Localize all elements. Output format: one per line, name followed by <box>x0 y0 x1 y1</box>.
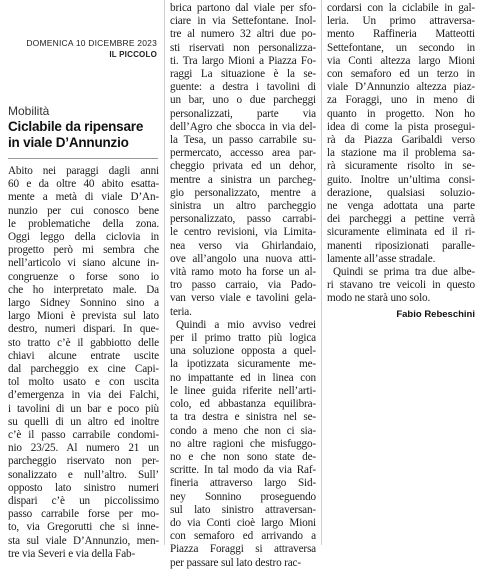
text-line: cheggio privata ed un dehor, <box>170 160 316 173</box>
text-line: via Conti altezza largo Mioni <box>327 54 475 67</box>
text-line: guito. Inoltre un’ultima consi- <box>327 173 475 186</box>
text-line: dal parcheggio ex cine Capi- <box>8 363 159 376</box>
text-line: tro passo carraio, via Pado- <box>170 279 316 292</box>
text-line: per il primo tratto più logica <box>170 332 316 345</box>
text-line: progetto però mi sembra che <box>8 244 159 257</box>
text-line: van verso viale e tavolini gela- <box>170 292 316 305</box>
text-line: dei parcheggi a pettine verrà <box>327 213 475 226</box>
text-line: le centro revisioni, via Limita- <box>170 226 316 239</box>
text-line: cordarsi con la ciclabile in gal- <box>327 2 475 14</box>
text-line: rà sicuramente risolto in se- <box>327 160 475 173</box>
text-line: i tavolini di un bar e poco più <box>8 402 159 415</box>
text-line: mentre a sinistra un parcheg- <box>170 173 316 186</box>
text-line: brica partono dal viale per sfo- <box>170 2 316 14</box>
text-line: mento Raffineria Matteotti <box>327 28 475 41</box>
article-column-3 <box>327 2 475 321</box>
author-signature: Fabio Rebeschini <box>396 308 475 320</box>
text-line: teria. <box>170 305 192 318</box>
text-line: Quindi se prima tra due albe- <box>333 266 475 279</box>
text-line: la Tesa, un passo carrabile su- <box>170 134 316 147</box>
column-divider <box>321 0 322 545</box>
text-line: per passare sul lato destro rac- <box>170 556 301 569</box>
text-line: Quindi a mio avviso vedrei <box>176 318 316 331</box>
text-line: nell’articolo vi siano alcune in- <box>8 257 159 270</box>
text-line: fineria attraverso largo Sid- <box>170 477 316 490</box>
text-line: sicuramente eliminata ed il ri- <box>327 226 475 239</box>
text-line: nio 23/25. Al numero 21 un <box>8 442 159 455</box>
text-line: Abito nei paraggi dagli anni <box>8 165 159 177</box>
headline-line: Ciclabile da ripensare <box>8 119 144 134</box>
text-line: c’è il passo carrabile condomi- <box>8 429 159 442</box>
text-line: to, via Gregorutti che si inne- <box>8 521 159 534</box>
article-headline <box>8 119 158 151</box>
text-line: parcheggio riservato non per- <box>8 455 159 468</box>
article-text-column-1 <box>8 165 159 561</box>
text-line: viale D’Annunzio altezza piaz- <box>327 81 475 94</box>
column-divider <box>164 0 165 545</box>
text-line: con semaforo ed un terzo in <box>327 68 475 81</box>
text-line: su quelli di un altro ed inoltre <box>8 415 159 428</box>
text-line: permercato, accesso area par- <box>170 147 316 160</box>
text-line: no e che non sono state de- <box>170 450 316 463</box>
text-line: le linee guida riferite nell’arti- <box>170 384 316 397</box>
text-line: Piazza Foraggi si attraversa <box>170 543 316 556</box>
text-line: un bar, uno o due parcheggi <box>170 94 316 107</box>
text-line: mente a metà di viale D’An- <box>8 191 159 204</box>
text-line: sto tratto c’è il gabbiotto delle <box>8 336 159 349</box>
text-line: congruenze o forse sono io <box>8 270 159 283</box>
text-line: rà da Piazza Garibaldi verso <box>327 134 475 147</box>
text-line: gio personalizzato, mentre a <box>170 186 316 199</box>
section-label: Mobilità <box>8 104 50 118</box>
text-line: personalizzati, parte via <box>170 107 316 120</box>
text-line: sonalizzato e null’altro. Sull’ <box>8 468 159 481</box>
newspaper-name: IL PICCOLO <box>109 50 157 59</box>
text-line: sta sul viale D’Annunzio, men- <box>8 534 159 547</box>
text-line: ney Sonnino proseguendo <box>170 490 316 503</box>
text-line: do via Conti cioè largo Mioni <box>170 516 316 529</box>
text-line: dispari c’è un piccolissimo <box>8 495 159 508</box>
text-line: vità ramo moto ha forse un al- <box>170 266 316 279</box>
text-line: la stazione ma il problema sa- <box>327 147 475 160</box>
text-line: sinistra un altro parcheggio <box>170 200 316 213</box>
text-line: personalizzato, passo carrabi- <box>170 213 316 226</box>
text-line: raggi La situazione è la se- <box>170 68 316 81</box>
text-line: sti riservati non personalizza- <box>170 41 316 54</box>
article-column-1 <box>6 0 159 560</box>
text-line: le problematiche della zona. <box>8 217 159 230</box>
headline-line: in viale D’Annunzio <box>8 135 129 150</box>
text-line: lamente all’asse stradale. <box>327 252 436 265</box>
text-line: manenti riposizionati paralle- <box>327 239 475 252</box>
headline-divider <box>8 158 158 159</box>
text-line: derazione, qualsiasi soluzio- <box>327 186 475 199</box>
text-line: no altre ragioni che misfuggo- <box>170 437 316 450</box>
article-text-column-3 <box>327 2 475 306</box>
text-line: ti. Tra largo Mioni a Piazza Fo- <box>170 54 316 67</box>
text-line: destro, numeri dispari. In que- <box>8 323 159 336</box>
text-line: Oggi leggo della ciclovia in <box>8 231 159 244</box>
text-line: la ipotizzata sicuramente me- <box>170 358 316 371</box>
text-line: nea verso via Ghirlandaio, <box>170 239 316 252</box>
text-line: Settefontane, un secondo in <box>327 41 475 54</box>
text-line: chiavi alcune entrate uscite <box>8 349 159 362</box>
text-line: colo, ed abbastanza equilibra- <box>170 398 316 411</box>
text-line: opposto lato sinistro numeri <box>8 481 159 494</box>
text-line: tol molto usato e con uscita <box>8 376 159 389</box>
text-line: ciare in via Settefontane. Inol- <box>170 15 316 28</box>
publication-info <box>12 38 157 60</box>
text-line: ove all’angolo una nuova atti- <box>170 252 316 265</box>
text-line: no impattante ed in linea con <box>170 371 316 384</box>
text-line: idea di come la pista prosegui- <box>327 120 475 133</box>
text-line: dell’Agro che sbocca in via del- <box>170 120 316 133</box>
text-line: largo Mioni è prevista sul lato <box>8 310 159 323</box>
text-line: tre al numero 32 altri due po- <box>170 28 316 41</box>
text-line: nunzio per cui conosco bene <box>8 204 159 217</box>
text-line: ta tra destra e sinistra nel se- <box>170 411 316 424</box>
text-line: d’emergenza in via dei Falchi, <box>8 389 159 402</box>
text-line: ri stavano tre veicoli in questo <box>327 279 475 292</box>
text-line: largo Sidney Sonnino sino a <box>8 297 159 310</box>
article-text-column-2 <box>170 2 316 570</box>
text-line: tre via Severi e via della Fab- <box>8 547 136 560</box>
text-line: passo carrabile forse per mo- <box>8 508 159 521</box>
text-line: 60 e da oltre 40 abito esatta- <box>8 178 159 191</box>
text-line: che ho interpretato male. Da <box>8 283 159 296</box>
text-line: ne venga adottata una parte <box>327 200 475 213</box>
text-line: za Foraggi, uno in meno di <box>327 94 475 107</box>
text-line: sul lato sinistro attraversan- <box>170 503 316 516</box>
text-line: con semaforo ed arrivando a <box>170 530 316 543</box>
text-line: scritte. In tal modo da via Raf- <box>170 464 316 477</box>
publication-date: DOMENICA 10 DICEMBRE 2023 <box>26 38 157 48</box>
text-line: quanto in progetto. Non ho <box>327 107 475 120</box>
text-line: una soluzione opposta a quel- <box>170 345 316 358</box>
text-line: guente: a destra i tavolini di <box>170 81 316 94</box>
text-line: condo a meno che non ci sia- <box>170 424 316 437</box>
text-line: leria. Un primo attraversa- <box>327 15 475 28</box>
text-line: modo ne starà uno solo. <box>327 292 431 305</box>
